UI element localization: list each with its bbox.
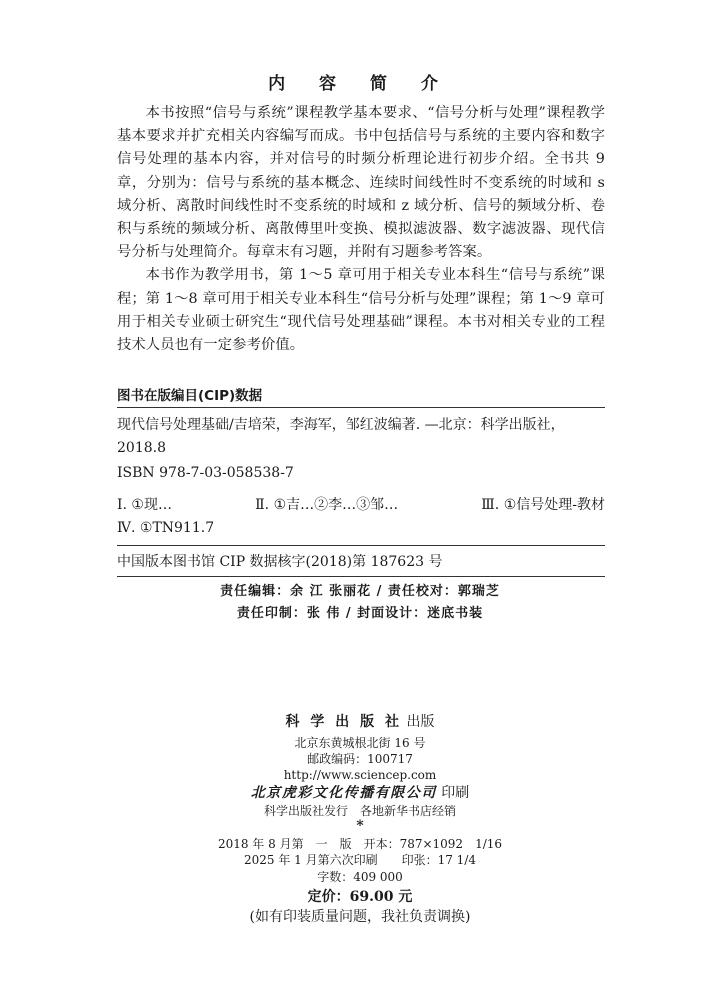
class-number: Ⅳ. ①TN911.7: [117, 520, 215, 536]
publisher-suffix: 出版: [406, 714, 435, 730]
cip-entry-line-1: 现代信号处理基础/吉培荣，李海军，邹红波编著. —北京：科学出版社，: [117, 417, 565, 433]
disclaimer: (如有印装质量问题，我社负责调换): [249, 909, 471, 925]
publisher-postcode: 邮政编码：100717: [307, 752, 413, 766]
class-authors: Ⅱ. ①吉…②李…③邹…: [255, 497, 399, 513]
printer-suffix: 印刷: [441, 785, 470, 801]
publisher-url: http://www.sciencep.com: [283, 768, 437, 782]
cip-entry: [117, 414, 605, 460]
publisher-line: [0, 712, 720, 732]
cip-top-rule: [117, 407, 605, 408]
class-title: Ⅰ. ①现…: [117, 497, 172, 513]
printer-name: 北京虎彩文化传播有限公司: [250, 785, 437, 801]
staff-line-2: 责任印制：张 伟 / 封面设计：迷底书装: [236, 606, 484, 621]
cip-bottom-rule: [117, 576, 605, 577]
intro-title: 内 容 简 介: [268, 74, 452, 94]
word-count: 字数：409 000: [317, 870, 403, 884]
intro-body: [117, 102, 605, 357]
edition-line-1: 2018 年 8 月第 一 版 开本：787×1092 1/16: [217, 837, 503, 851]
separator-star: *: [356, 818, 364, 834]
cip-mid-rule: [117, 545, 605, 546]
intro-paragraph-1: 本书按照“信号与系统”课程教学基本要求、“信号分析与处理”课程教学基本要求并扩充相关内容编写而成。书中包括信号与系统的主要内容和数字信号处理的基本内容，并对信号的时频分析理论进行初步介绍。全书共 9 章，分别为：信号与系统的基本概念、连续时间线性时不变系统的时域和 s 域分析、离散时间线性时不变系统的时域和 z 域分析、信号的频域分析、卷积与系统的频域分析、离散傅里叶变换、模拟滤波器、数字滤波器、现代信号分析与处理简介。每章末有习题，并附有习题参考答案。: [117, 105, 605, 261]
distribution: 科学出版社发行 各地新华书店经销: [263, 804, 456, 818]
publisher-address: 北京东黄城根北街 16 号: [294, 736, 426, 750]
edition-line-2: 2025 年 1 月第六次印刷 印张：17 1/4: [243, 853, 476, 867]
price: 定价：69.00 元: [307, 889, 413, 905]
cip-entry-line-2: 2018.8: [117, 440, 166, 456]
staff-line-1: 责任编辑：余 江 张丽花 / 责任校对：郭瑞芝: [220, 584, 500, 599]
class-subject: Ⅲ. ①信号处理-教材: [481, 497, 605, 513]
cip-classification: [117, 494, 605, 540]
cip-record-number: 中国版本图书馆 CIP 数据核字(2018)第 187623 号: [117, 554, 443, 570]
publisher-name: 科 学 出 版 社: [285, 714, 403, 730]
cip-heading: 图书在版编目(CIP)数据: [117, 388, 263, 404]
printer-line: [0, 783, 720, 803]
intro-paragraph-2: 本书作为教学用书，第 1～5 章可用于相关专业本科生“信号与系统”课程；第 1～8 章可用于相关专业本科生“信号分析与处理”课程；第 1～9 章可用于相关专业硕士研究生“现代信号处理基础”课程。本书对相关专业的工程技术人员也有一定参考价值。: [117, 267, 605, 354]
isbn: ISBN 978-7-03-058538-7: [117, 465, 294, 481]
